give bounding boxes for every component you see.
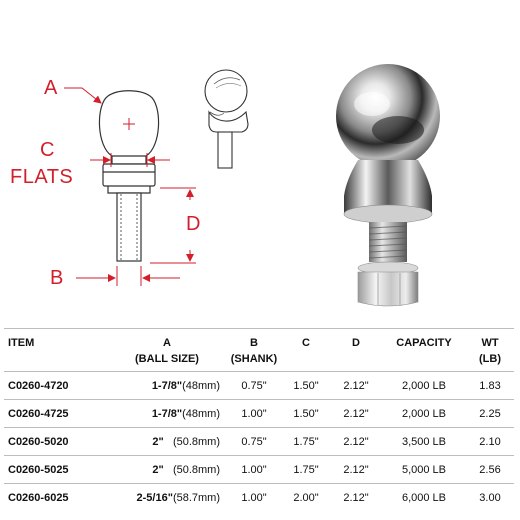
c-cell: 1.75" <box>282 428 330 456</box>
column-header: D <box>330 329 382 372</box>
weight-cell: 3.00 <box>466 484 514 512</box>
ball-size-cell: 2" (50.8mm) <box>108 428 226 456</box>
d-cell: 2.12" <box>330 372 382 400</box>
item-cell: C0260-5025 <box>4 456 108 484</box>
perspective-sketch <box>205 70 248 168</box>
column-header: WT (LB) <box>466 329 514 372</box>
capacity-cell: 5,000 LB <box>382 456 466 484</box>
c-cell: 2.00" <box>282 484 330 512</box>
ball-size-cell: 2" (50.8mm) <box>108 456 226 484</box>
weight-cell: 2.56 <box>466 456 514 484</box>
spec-table <box>4 328 514 511</box>
dimension-label-flats: FLATS <box>10 166 74 188</box>
ball-size-cell: 1-7/8"(48mm) <box>108 400 226 428</box>
chrome-hitch-ball-photo <box>336 64 440 306</box>
shank-cell: 0.75" <box>226 428 282 456</box>
table-header-row <box>4 329 514 372</box>
dimension-a <box>64 88 101 103</box>
dimension-label-d: D <box>186 213 201 235</box>
line-drawing-side-view <box>99 91 158 261</box>
shank-cell: 1.00" <box>226 484 282 512</box>
column-header: B (SHANK) <box>226 329 282 372</box>
table-row <box>4 428 514 456</box>
dimension-label-b: B <box>50 267 64 289</box>
d-cell: 2.12" <box>330 428 382 456</box>
capacity-cell: 3,500 LB <box>382 428 466 456</box>
shank-cell: 1.00" <box>226 456 282 484</box>
item-cell: C0260-4720 <box>4 372 108 400</box>
weight-cell: 2.10 <box>466 428 514 456</box>
ball-size-cell: 1-7/8"(48mm) <box>108 372 226 400</box>
d-cell: 2.12" <box>330 456 382 484</box>
c-cell: 1.75" <box>282 456 330 484</box>
table-row <box>4 484 514 512</box>
shank-cell: 0.75" <box>226 372 282 400</box>
table-row <box>4 372 514 400</box>
table-row <box>4 456 514 484</box>
item-cell: C0260-4725 <box>4 400 108 428</box>
dimension-label-a: A <box>44 77 58 99</box>
weight-cell: 1.83 <box>466 372 514 400</box>
item-cell: C0260-6025 <box>4 484 108 512</box>
d-cell: 2.12" <box>330 400 382 428</box>
capacity-cell: 2,000 LB <box>382 400 466 428</box>
table-row <box>4 400 514 428</box>
capacity-cell: 2,000 LB <box>382 372 466 400</box>
column-header: ITEM <box>4 329 108 372</box>
item-cell: C0260-5020 <box>4 428 108 456</box>
weight-cell: 2.25 <box>466 400 514 428</box>
column-header: CAPACITY <box>382 329 466 372</box>
capacity-cell: 6,000 LB <box>382 484 466 512</box>
dimension-label-c: C <box>40 139 55 161</box>
column-header: C <box>282 329 330 372</box>
c-cell: 1.50" <box>282 400 330 428</box>
d-cell: 2.12" <box>330 484 382 512</box>
ball-size-cell: 2-5/16"(58.7mm) <box>108 484 226 512</box>
column-header: A (BALL SIZE) <box>108 329 226 372</box>
c-cell: 1.50" <box>282 372 330 400</box>
shank-cell: 1.00" <box>226 400 282 428</box>
dimension-b <box>76 266 180 286</box>
